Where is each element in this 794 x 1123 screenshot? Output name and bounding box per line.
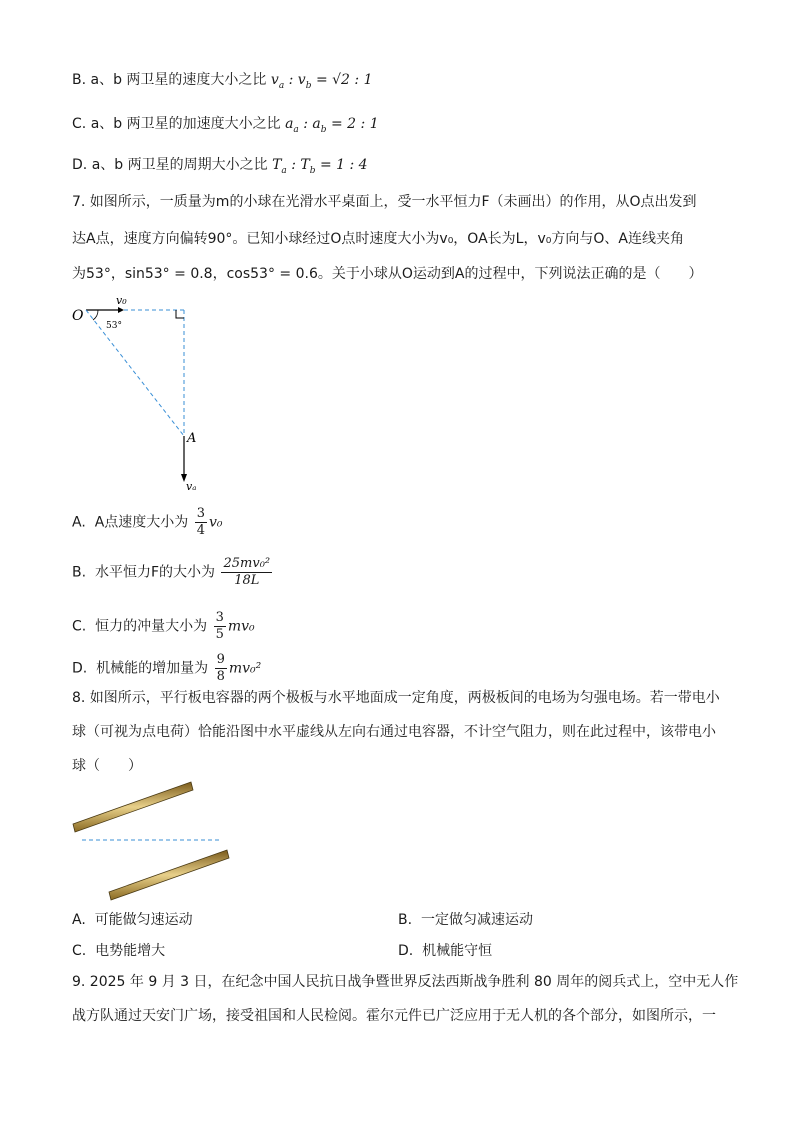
option-text: 一定做匀减速运动 (420, 912, 533, 928)
option-label: B. (398, 912, 413, 928)
denominator: 18L (234, 573, 260, 588)
option-label: A. (72, 514, 86, 531)
denominator: 4 (196, 523, 205, 538)
angle-arc (93, 310, 98, 320)
option-label: C. (72, 943, 87, 959)
v0-arrowhead (118, 307, 124, 313)
fraction (215, 652, 227, 685)
q7-figure (68, 290, 208, 500)
q7-stem-line-1: 7. 如图所示，一质量为m的小球在光滑水平桌面上，受一水平恒力F（未画出）的作用，从O点出发到 (72, 194, 697, 210)
label-angle: 53° (106, 321, 122, 331)
q9-stem-line-2: 战方队通过天安门广场，接受祖国和人民检阅。霍尔元件已广泛应用于无人机的各个部分，如图所示，一 (72, 1008, 716, 1024)
label-o: O (72, 308, 84, 324)
q8-option-a (72, 910, 193, 930)
option-tail: mv₀² (228, 660, 262, 677)
q8-option-c (72, 941, 165, 961)
q7-stem-line-2: 达A点，速度方向偏转90°。已知小球经过O点时速度大小为v₀，OA长为L，v₀方向与O、A连线夹角 (72, 231, 684, 247)
label-va: vₐ (186, 480, 197, 493)
option-text: 可能做匀速运动 (94, 912, 193, 928)
label-a: A (187, 431, 197, 446)
option-text: A点速度大小为 (94, 514, 189, 531)
q6-option-b (72, 70, 372, 96)
option-label: B. (72, 72, 87, 88)
option-label: D. (72, 157, 88, 173)
q8-option-b (398, 910, 533, 930)
option-tail: mv₀ (227, 618, 255, 635)
q7-option-a (72, 506, 223, 539)
q6-option-c (72, 114, 379, 140)
option-label: C. (72, 618, 87, 635)
option-formula: $v_a$ : $v_b = √2$ : 1 (270, 72, 373, 91)
fraction (195, 506, 207, 539)
upper-plate (73, 782, 193, 832)
option-label: D. (398, 943, 414, 959)
option-text: 恒力的冲量大小为 (95, 618, 208, 635)
oa-dashed-line (86, 310, 184, 436)
denominator: 5 (215, 627, 224, 642)
option-text: 水平恒力F的大小为 (94, 564, 216, 581)
q7-stem-line-3: 为53°，sin53° = 0.8，cos53° = 0.6。关于小球从O运动到A的过程中，下列说法正确的是（ ） (72, 266, 703, 282)
q8-option-d (398, 941, 492, 961)
option-formula: $a_a$ : $a_b = 2$ : 1 (285, 116, 379, 135)
numerator: 9 (216, 652, 225, 667)
fraction (221, 556, 272, 589)
label-v0: v₀ (116, 294, 127, 307)
numerator: 3 (215, 610, 224, 625)
numerator: 3 (196, 506, 205, 521)
option-text: 机械能的增加量为 (96, 660, 209, 677)
q8-figure (68, 774, 238, 904)
option-label: A. (72, 912, 86, 928)
option-formula: $T_a$ : $T_b = 1$ : 4 (272, 157, 368, 176)
numerator: 25mv₀² (223, 556, 271, 571)
option-label: C. (72, 116, 87, 132)
option-text: 电势能增大 (95, 943, 166, 959)
option-label: B. (72, 564, 87, 581)
q7-option-c (72, 610, 255, 643)
right-angle-mark (176, 310, 184, 318)
option-text: a、b 两卫星的速度大小之比 (90, 72, 267, 88)
option-text: a、b 两卫星的加速度大小之比 (90, 116, 281, 132)
q6-option-d (72, 155, 368, 181)
option-text: a、b 两卫星的周期大小之比 (91, 157, 268, 173)
q8-stem-line-1: 8. 如图所示，平行板电容器的两个极板与水平地面成一定角度，两极板间的电场为匀强电场。若一带电小 (72, 690, 720, 706)
q7-option-b (72, 556, 274, 589)
q8-stem-line-3: 球（ ） (72, 758, 142, 774)
fraction (214, 610, 226, 643)
option-label: D. (72, 660, 88, 677)
q7-option-d (72, 652, 261, 685)
denominator: 8 (216, 669, 225, 684)
option-tail: v₀ (209, 514, 223, 531)
lower-plate (109, 850, 229, 900)
option-text: 机械能守恒 (422, 943, 493, 959)
q9-stem-line-1: 9. 2025 年 9 月 3 日，在纪念中国人民抗日战争暨世界反法西斯战争胜利 80 周年的阅兵式上，空中无人作 (72, 974, 739, 990)
q8-stem-line-2: 球（可视为点电荷）恰能沿图中水平虚线从左向右通过电容器，不计空气阻力，则在此过程中，该带电小 (72, 724, 716, 740)
